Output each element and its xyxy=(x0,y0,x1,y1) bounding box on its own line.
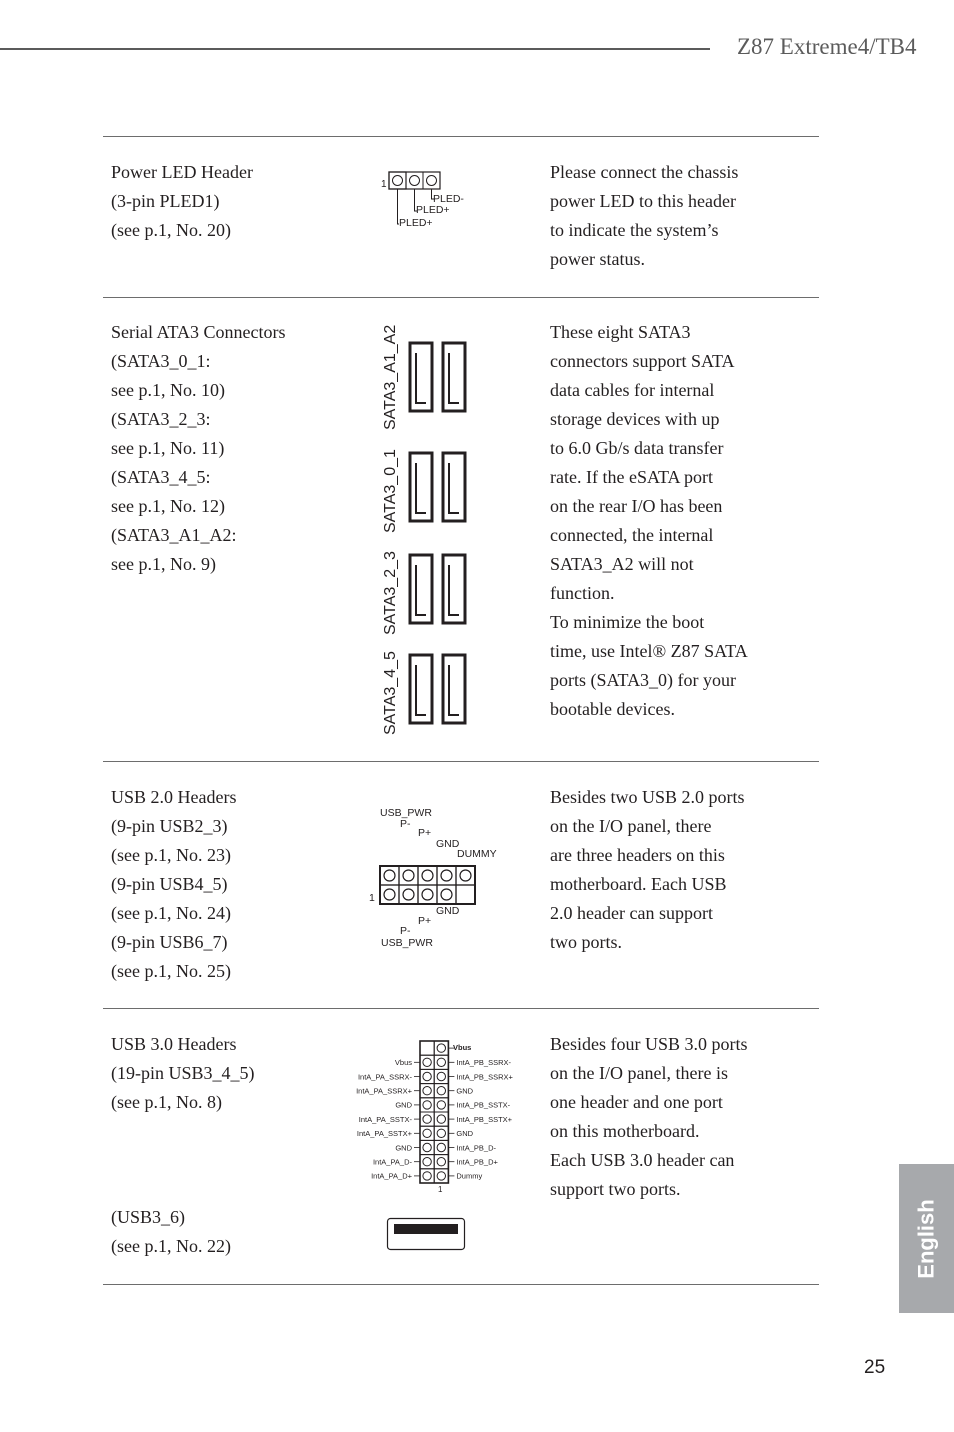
pin-label: IntA_PB_SSTX- xyxy=(456,1100,511,1110)
text-line: USB 2.0 Headers xyxy=(111,787,237,807)
pin-cell xyxy=(434,1069,448,1083)
text-line: Each USB 3.0 header can xyxy=(550,1150,735,1170)
pin-cell xyxy=(418,885,437,904)
pin-label: IntA_PA_D+ xyxy=(371,1171,412,1181)
text-line: connected, the internal xyxy=(550,525,714,545)
pin-label: P+ xyxy=(418,915,432,927)
pin-label: GND xyxy=(436,905,460,917)
sata-port-shape xyxy=(443,453,465,521)
pin xyxy=(437,1158,445,1166)
pin xyxy=(437,1072,445,1080)
text-line: (9-pin USB4_5) xyxy=(111,874,228,894)
pin-label: IntA_PA_SSTX- xyxy=(358,1114,412,1124)
text-line: see p.1, No. 11) xyxy=(111,438,225,458)
power-led-title-block xyxy=(111,158,351,245)
pin-label: GND xyxy=(436,838,460,850)
pin-label: PLED- xyxy=(433,193,464,205)
pin-label: IntA_PB_D- xyxy=(456,1143,497,1153)
text-line: motherboard. Each USB xyxy=(550,874,727,894)
pin-label: P- xyxy=(400,925,411,937)
pin-cell xyxy=(420,1084,434,1098)
text-line: power LED to this header xyxy=(550,191,736,211)
pin-label: USB_PWR xyxy=(380,807,432,819)
pin-label: P- xyxy=(400,818,411,830)
text-line: on the I/O panel, there xyxy=(550,816,712,836)
pin-label: IntA_PB_SSRX- xyxy=(456,1058,512,1068)
pin-cell xyxy=(434,1041,448,1055)
pin-cell xyxy=(434,1140,448,1154)
sata-port-shape xyxy=(410,655,432,723)
pin xyxy=(423,1072,431,1080)
text-line: These eight SATA3 xyxy=(550,322,691,342)
text-line: (see p.1, No. 22) xyxy=(111,1236,231,1256)
pin xyxy=(423,1115,431,1123)
pin-cell xyxy=(434,1126,448,1140)
pin-label: IntA_PB_SSRX+ xyxy=(456,1072,513,1082)
section-divider xyxy=(103,1284,819,1285)
pin1-label: 1 xyxy=(369,892,375,904)
sata-label: SATA3_4_5 xyxy=(382,651,399,735)
text-line: see p.1, No. 12) xyxy=(111,496,225,516)
usb3-6-title-block xyxy=(111,1203,351,1261)
sata-label: SATA3_0_1 xyxy=(382,449,399,533)
text-line: (USB3_6) xyxy=(111,1207,186,1227)
pin xyxy=(403,889,414,900)
pin xyxy=(437,1087,445,1095)
pin-label: PLED+ xyxy=(399,217,433,229)
text-line: (SATA3_2_3: xyxy=(111,409,211,429)
pin1-label: 1 xyxy=(381,179,387,190)
sata-port-shape xyxy=(410,453,432,521)
usb3-title-block xyxy=(111,1030,351,1117)
pin xyxy=(423,1143,431,1151)
pin xyxy=(460,870,471,881)
pin-label: GND xyxy=(395,1100,412,1110)
text-line: (9-pin USB2_3) xyxy=(111,816,228,836)
sata-label: SATA3_A1_A2 xyxy=(382,324,399,430)
sata-port-shape xyxy=(443,655,465,723)
text-line: are three headers on this xyxy=(550,845,725,865)
pin-label: IntA_PB_SSTX+ xyxy=(456,1114,513,1124)
text-line: support two ports. xyxy=(550,1179,681,1199)
pin xyxy=(423,1158,431,1166)
section-divider xyxy=(103,136,819,137)
text-line: one header and one port xyxy=(550,1092,723,1112)
pin xyxy=(423,1101,431,1109)
usb3-header-diagram xyxy=(340,1038,530,1198)
pin xyxy=(422,870,433,881)
usb3-port-diagram xyxy=(385,1217,469,1253)
text-line: see p.1, No. 9) xyxy=(111,554,216,574)
text-line: (3-pin PLED1) xyxy=(111,191,220,211)
pin xyxy=(423,1172,431,1180)
pin-cell xyxy=(434,1169,448,1183)
pin xyxy=(437,1143,445,1151)
pin-label: DUMMY xyxy=(457,848,497,860)
pin-cell xyxy=(420,1098,434,1112)
pin-cell xyxy=(420,1069,434,1083)
text-line: function. xyxy=(550,583,615,603)
language-tab xyxy=(899,1164,954,1313)
text-line: on the rear I/O has been xyxy=(550,496,723,516)
pin xyxy=(437,1044,445,1052)
pin xyxy=(437,1129,445,1137)
sata3-description xyxy=(550,318,790,724)
text-line: Besides two USB 2.0 ports xyxy=(550,787,745,807)
pin-cell xyxy=(437,885,456,904)
sata3-title-block xyxy=(111,318,351,579)
text-line: bootable devices. xyxy=(550,699,675,719)
text-line: see p.1, No. 10) xyxy=(111,380,225,400)
text-line: time, use Intel® Z87 SATA xyxy=(550,641,748,661)
pin xyxy=(423,1129,431,1137)
pin-cell xyxy=(420,1169,434,1183)
pin xyxy=(423,1087,431,1095)
pin xyxy=(441,889,452,900)
power-led-header-diagram xyxy=(375,165,485,235)
usb2-title-block xyxy=(111,783,351,986)
text-line: two ports. xyxy=(550,932,622,952)
text-line: on this motherboard. xyxy=(550,1121,700,1141)
section-divider xyxy=(103,297,819,298)
text-line: Power LED Header xyxy=(111,162,253,182)
pin xyxy=(437,1058,445,1066)
text-line: (see p.1, No. 8) xyxy=(111,1092,222,1112)
model-title: Z87 Extreme4/TB4 xyxy=(737,34,917,59)
pin-label: GND xyxy=(456,1086,474,1096)
pin-label: Vbus xyxy=(453,1043,472,1052)
text-line: data cables for internal xyxy=(550,380,715,400)
pin xyxy=(403,870,414,881)
power-led-description xyxy=(550,158,790,274)
pin-label: PLED+ xyxy=(416,204,450,216)
section-divider xyxy=(103,761,819,762)
pin-label: P+ xyxy=(418,827,432,839)
pin-cell xyxy=(420,1155,434,1169)
page-number: 25 xyxy=(864,1357,886,1378)
text-line: rate. If the eSATA port xyxy=(550,467,714,487)
text-line: (see p.1, No. 25) xyxy=(111,961,231,981)
text-line: (SATA3_4_5: xyxy=(111,467,211,487)
pin xyxy=(384,889,395,900)
usb3-description xyxy=(550,1030,790,1204)
pin-label: IntA_PB_D+ xyxy=(456,1157,498,1167)
text-line: power status. xyxy=(550,249,645,269)
sata-port-shape xyxy=(410,343,432,411)
text-line: storage devices with up xyxy=(550,409,720,429)
pin-cell xyxy=(399,885,418,904)
pin-label: IntA_PA_D- xyxy=(372,1157,412,1167)
text-line: 2.0 header can support xyxy=(550,903,713,923)
pin-label: GND xyxy=(395,1143,412,1153)
pin-cell xyxy=(434,1098,448,1112)
sata-port-shape xyxy=(443,343,465,411)
pin-label: IntA_PA_SSTX+ xyxy=(356,1129,412,1139)
pin-cell xyxy=(420,1140,434,1154)
pin-cell xyxy=(434,1055,448,1069)
pin-label: Dummy xyxy=(456,1171,483,1181)
sata-port-shape xyxy=(410,555,432,623)
pin-cell xyxy=(420,1055,434,1069)
pin xyxy=(437,1101,445,1109)
sata3-connectors-diagram xyxy=(375,325,485,740)
pin-cell xyxy=(380,885,399,904)
pin-cell xyxy=(434,1155,448,1169)
pin-label: GND xyxy=(456,1129,474,1139)
text-line: (see p.1, No. 20) xyxy=(111,220,231,240)
pin-label: IntA_PA_SSRX+ xyxy=(356,1086,412,1096)
pin-label: IntA_PA_SSRX- xyxy=(357,1072,412,1082)
usb2-header-diagram xyxy=(360,800,510,955)
pin-cell xyxy=(420,1112,434,1126)
text-line: ports (SATA3_0) for your xyxy=(550,670,737,690)
text-line: USB 3.0 Headers xyxy=(111,1034,237,1054)
pin-cell xyxy=(418,866,437,885)
pin1-label: 1 xyxy=(438,1185,443,1194)
pin-cell xyxy=(456,866,475,885)
text-line: Besides four USB 3.0 ports xyxy=(550,1034,748,1054)
pin-cell xyxy=(434,1112,448,1126)
pin xyxy=(437,1172,445,1180)
pin-cell xyxy=(399,866,418,885)
sata-label: SATA3_2_3 xyxy=(382,551,399,635)
text-line: on the I/O panel, there is xyxy=(550,1063,728,1083)
pin xyxy=(384,870,395,881)
pin xyxy=(422,889,433,900)
text-line: connectors support SATA xyxy=(550,351,735,371)
text-line: To minimize the boot xyxy=(550,612,705,632)
pin-cell xyxy=(437,866,456,885)
text-line: (9-pin USB6_7) xyxy=(111,932,228,952)
text-line: (see p.1, No. 23) xyxy=(111,845,231,865)
pin-cell xyxy=(456,885,475,904)
pin-cell xyxy=(380,866,399,885)
text-line: to indicate the system’s xyxy=(550,220,719,240)
pin xyxy=(441,870,452,881)
text-line: (SATA3_0_1: xyxy=(111,351,211,371)
pin-cell xyxy=(434,1084,448,1098)
text-line: Please connect the chassis xyxy=(550,162,739,182)
text-line: SATA3_A2 will not xyxy=(550,554,694,574)
pin xyxy=(423,1058,431,1066)
language-label: English xyxy=(913,1198,939,1279)
usb2-description xyxy=(550,783,790,957)
pin-label: USB_PWR xyxy=(381,937,433,949)
pin xyxy=(437,1115,445,1123)
text-line: (19-pin USB3_4_5) xyxy=(111,1063,255,1083)
pin-cell xyxy=(420,1126,434,1140)
text-line: (see p.1, No. 24) xyxy=(111,903,231,923)
text-line: Serial ATA3 Connectors xyxy=(111,322,286,342)
text-line: to 6.0 Gb/s data transfer xyxy=(550,438,724,458)
pin-cell xyxy=(420,1041,434,1055)
text-line: (SATA3_A1_A2: xyxy=(111,525,237,545)
pin-label: Vbus xyxy=(394,1058,412,1068)
header-rule xyxy=(0,48,710,50)
sata-port-shape xyxy=(443,555,465,623)
section-divider xyxy=(103,1008,819,1009)
